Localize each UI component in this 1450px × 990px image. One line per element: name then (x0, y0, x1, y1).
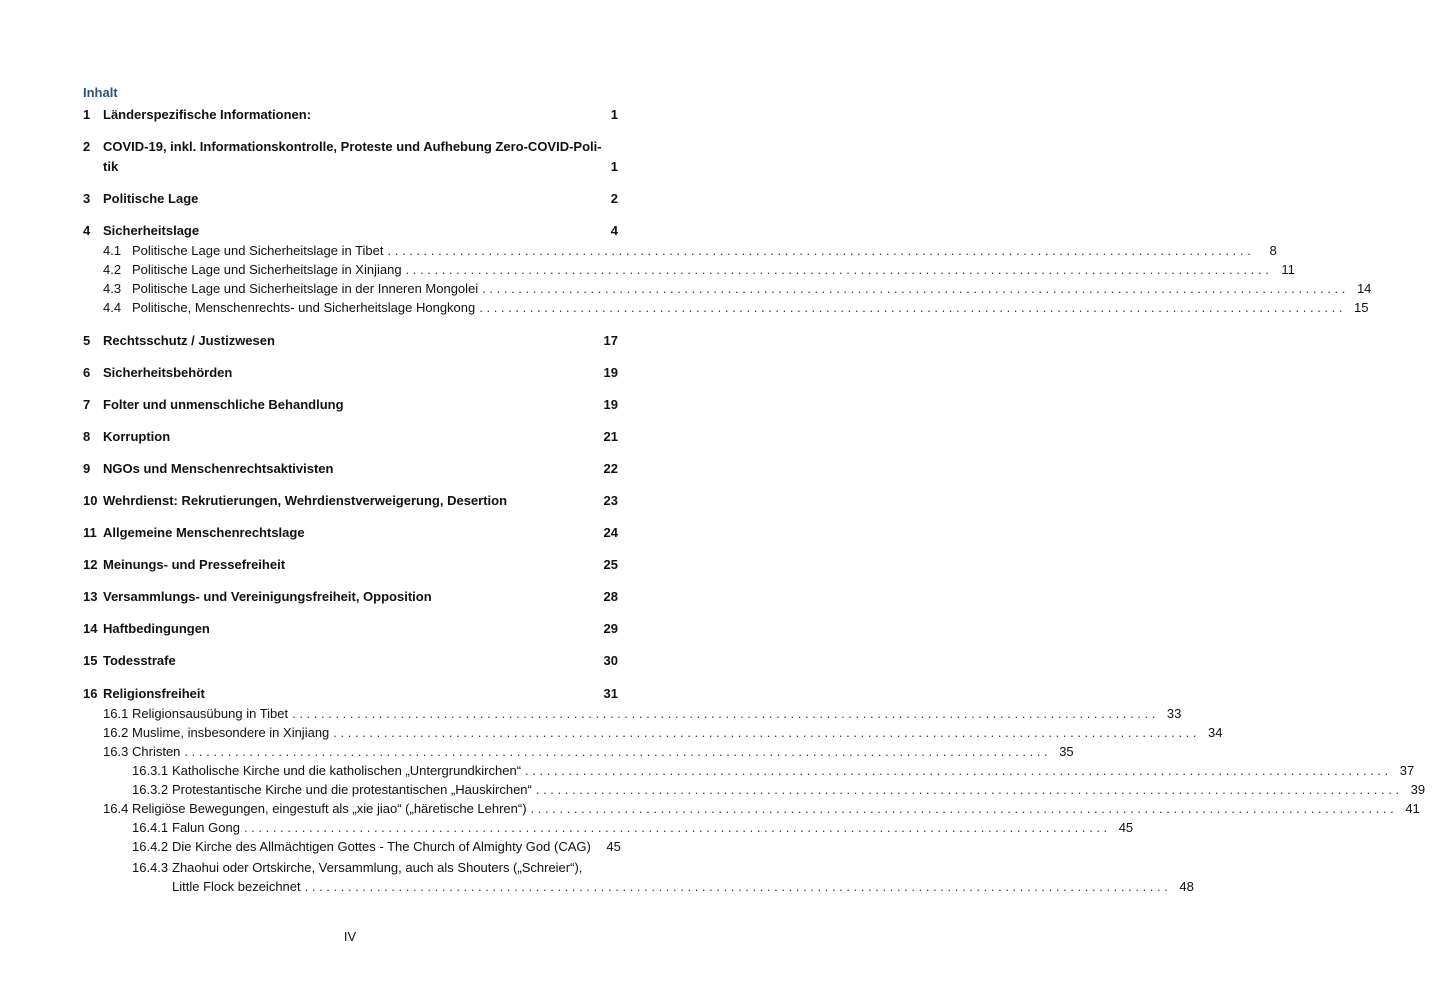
entry-page: 1 (610, 107, 618, 122)
entry-page: 30 (603, 653, 618, 668)
entry-number: 15 (83, 653, 98, 668)
entry-title: Länderspezifische Informationen: (103, 107, 312, 122)
toc-entry[interactable] (83, 459, 618, 478)
entry-title: Falun Gong (172, 820, 240, 835)
entry-title: Folter und unmenschliche Behandlung (103, 397, 344, 412)
entry-number: 6 (83, 365, 91, 380)
toc-entry[interactable] (83, 221, 618, 240)
dot-leader: . . . . . . . . . . . . . . . . . . . . . . . . . . . . . . . . . . . . . . . . . . . . . . . . . . . . . . . . . . . . . . . . . . . . . . . . . . . . . . . . . . . . . . . . . . . . . . . . . . . . . . . . . . . . . . . . . . . . . . . . (243, 820, 1108, 835)
toc-subentry[interactable] (103, 298, 1369, 317)
entry-page: 14 (1356, 281, 1372, 296)
entry-title: Katholische Kirche und die katholischen „Untergrundkirchen“ (172, 763, 522, 778)
dot-leader: . . . . . . . . . . . . . . . . . . . . . . . . . . . . . . . . . . . . . . . . . . . . . . . . . . . . . . . . . . . . . . . . . . . . . . . . . . . . . . . . . . . . . . . . . . . . . . . . . . . . . . . . . . . . . . . . . . . . . . . . (333, 725, 1197, 740)
toc-subentry[interactable] (103, 704, 1182, 723)
entry-number: 16.4.3 (132, 860, 169, 875)
entry-page: 45 (1118, 820, 1134, 835)
entry-page: 1 (610, 159, 618, 174)
toc-entry[interactable] (83, 619, 618, 638)
entry-page: 19 (603, 397, 618, 412)
toc-entry[interactable] (83, 137, 618, 156)
entry-number: 16.4 (103, 801, 129, 816)
entry-number: 4.1 (103, 243, 122, 258)
entry-number: 16.4.2 (132, 839, 169, 854)
entry-number: 5 (83, 333, 91, 348)
toc-subentry[interactable] (103, 279, 1372, 298)
toc-entry[interactable] (83, 684, 618, 703)
entry-page: 4 (610, 223, 618, 238)
entry-page: 39 (1410, 782, 1426, 797)
entry-page: 25 (603, 557, 618, 572)
entry-page: 48 (1179, 879, 1194, 894)
entry-title: Protestantische Kirche und die protestantischen „Hauskirchen“ (172, 782, 532, 797)
entry-page: 8 (1269, 243, 1277, 258)
toc-entry[interactable] (83, 363, 618, 382)
entry-number: 16.1 (103, 706, 129, 721)
entry-title-cont: tik (103, 159, 119, 174)
entry-page: 33 (1166, 706, 1182, 721)
entry-title: Die Kirche des Allmächtigen Gottes - The Church of Almighty God (CAG) (172, 839, 591, 854)
entry-number: 2 (83, 139, 91, 154)
entry-number: 4.4 (103, 300, 122, 315)
dot-leader: . . . . . . . . . . . . . . . . . . . . . . . . . . . . . . . . . . . . . . . . . . . . . . . . . . . . . . . . . . . . . . . . . . . . . . . . . . . . . . . . . . . . . . . . . . . . . . . . . . . . . . . . . . . . . . . . . . . . . . . . (387, 243, 1251, 258)
dot-leader: . . . . . . . . . . . . . . . . . . . . . . . . . . . . . . . . . . . . . . . . . . . . . . . . . . . . . . . . . . . . . . . . . . . . . . . . . . . . . . . . . . . . . . . . . . . . . . . . . . . . . . . . . . . . . . . . . . . . . . . . (525, 763, 1389, 778)
entry-title: Sicherheitslage (103, 223, 200, 238)
toc-subsubentry[interactable] (132, 761, 1415, 780)
toc-entry[interactable] (83, 587, 618, 606)
entry-page: 45 (606, 839, 621, 854)
entry-title: Christen (132, 744, 181, 759)
entry-page: 37 (1399, 763, 1415, 778)
toc-subentry[interactable] (103, 241, 1277, 260)
entry-page: 21 (603, 429, 618, 444)
entry-number: 8 (83, 429, 91, 444)
entry-number: 16.3 (103, 744, 129, 759)
entry-page: 19 (603, 365, 618, 380)
entry-page: 41 (1405, 801, 1420, 816)
entry-title: NGOs und Menschenrechtsaktivisten (103, 461, 334, 476)
entry-title: Religiöse Bewegungen, eingestuft als „xie jiao“ („häretische Lehren“) (132, 801, 527, 816)
entry-number: 1 (83, 107, 91, 122)
page-number-footer: IV (343, 929, 357, 944)
entry-number: 16.3.2 (132, 782, 169, 797)
entry-title: Sicherheitsbehörden (103, 365, 233, 380)
entry-title: Allgemeine Menschenrechtslage (103, 525, 305, 540)
entry-number: 10 (83, 493, 98, 508)
entry-title: Rechtsschutz / Justizwesen (103, 333, 275, 348)
toc-subsubentry[interactable] (132, 818, 1134, 837)
toc-subsubentry[interactable] (132, 858, 618, 877)
toc-entry[interactable] (83, 331, 618, 350)
entry-number: 4.3 (103, 281, 122, 296)
dot-leader: . . . . . . . . . . . . . . . . . . . . . . . . . . . . . . . . . . . . . . . . . . . . . . . . . . . . . . . . . . . . . . . . . . . . . . . . . . . . . . . . . . . . . . . . . . . . . . . . . . . . . . . . . . . . . . . . . . . . . . . . (292, 706, 1156, 721)
entry-page: 2 (610, 191, 618, 206)
toc-heading: Inhalt (83, 85, 118, 100)
dot-leader: . . . . . . . . . . . . . . . . . . . . . . . . . . . . . . . . . . . . . . . . . . . . . . . . . . . . . . . . . . . . . . . . . . . . . . . . . . . . . . . . . . . . . . . . . . . . . . . . . . . . . . . . . . . . . . . . . . . . . . . . (184, 744, 1048, 759)
entry-page: 22 (603, 461, 618, 476)
entry-title: Wehrdienst: Rekrutierungen, Wehrdienstverweigerung, Desertion (103, 493, 508, 508)
entry-number: 12 (83, 557, 98, 572)
entry-number: 11 (83, 525, 97, 540)
entry-title: Religionsausübung in Tibet (132, 706, 289, 721)
toc-entry[interactable] (83, 523, 618, 542)
entry-title: Politische Lage und Sicherheitslage in der Inneren Mongolei (132, 281, 479, 296)
toc-subentry[interactable] (103, 799, 1420, 818)
entry-title: Meinungs- und Pressefreiheit (103, 557, 286, 572)
entry-number: 16.2 (103, 725, 129, 740)
entry-number: 16.3.1 (132, 763, 169, 778)
entry-title: Todesstrafe (103, 653, 176, 668)
entry-number: 4.2 (103, 262, 122, 277)
entry-number: 16 (83, 686, 98, 701)
toc-entry[interactable] (83, 189, 618, 208)
entry-number: 13 (83, 589, 98, 604)
entry-title: Politische Lage (103, 191, 199, 206)
dot-leader: . . . . . . . . . . . . . . . . . . . . . . . . . . . . . . . . . . . . . . . . . . . . . . . . . . . . . . . . . . . . . . . . . . . . . . . . . . . . . . . . . . . . . . . . . . . . . . . . . . . . . . . . . . . . . . . . . . . . . . . . (304, 879, 1168, 894)
toc-subentry[interactable] (103, 742, 1074, 761)
entry-page: 29 (603, 621, 618, 636)
entry-page: 17 (603, 333, 618, 348)
toc-entry[interactable] (83, 651, 618, 670)
toc-subentry[interactable] (103, 723, 1223, 742)
toc-entry[interactable] (83, 427, 618, 446)
entry-title: COVID-19, inkl. Informationskontrolle, Proteste und Aufhebung Zero-COVID-Poli- (103, 139, 602, 154)
entry-number: 16.4.1 (132, 820, 169, 835)
toc-entry[interactable] (83, 491, 618, 510)
entry-page: 11 (1281, 262, 1295, 277)
entry-title: Religionsfreiheit (103, 686, 205, 701)
entry-number: 4 (83, 223, 91, 238)
toc-subentry[interactable] (103, 260, 1295, 279)
toc-entry[interactable] (83, 395, 618, 414)
entry-number: 14 (83, 621, 98, 636)
entry-title: Politische, Menschenrechts- und Sicherheitslage Hongkong (132, 300, 476, 315)
dot-leader: . . . . . . . . . . . . . . . . . . . . . . . . . . . . . . . . . . . . . . . . . . . . . . . . . . . . . . . . . . . . . . . . . . . . . . . . . . . . . . . . . . . . . . . . . . . . . . . . . . . . . . . . . . . . . . . . . . . . . . . . (482, 281, 1346, 296)
entry-page: 35 (1059, 744, 1074, 759)
entry-page: 34 (1208, 725, 1223, 740)
entry-number: 9 (83, 461, 91, 476)
toc-subsubentry-continuation[interactable] (132, 877, 1194, 896)
toc-subsubentry[interactable] (132, 780, 1426, 799)
entry-title: Versammlungs- und Vereinigungsfreiheit, Opposition (103, 589, 432, 604)
entry-page: 24 (603, 525, 618, 540)
entry-number: 3 (83, 191, 91, 206)
entry-title: Haftbedingungen (103, 621, 210, 636)
entry-page: 28 (603, 589, 618, 604)
entry-number: 7 (83, 397, 91, 412)
entry-title-cont: Little Flock bezeichnet (172, 879, 301, 894)
entry-page: 23 (603, 493, 618, 508)
dot-leader: . . . . . . . . . . . . . . . . . . . . . . . . . . . . . . . . . . . . . . . . . . . . . . . . . . . . . . . . . . . . . . . . . . . . . . . . . . . . . . . . . . . . . . . . . . . . . . . . . . . . . . . . . . . . . . . . . . . . . . . . (535, 782, 1400, 797)
toc-entry-continuation[interactable] (83, 157, 618, 176)
toc-entry[interactable] (83, 105, 618, 124)
dot-leader: . . . . . . . . . . . . . . . . . . . . . . . . . . . . . . . . . . . . . . . . . . . . . . . . . . . . . . . . . . . . . . . . . . . . . . . . . . . . . . . . . . . . . . . . . . . . . . . . . . . . . . . . . . . . . . . . . . . . . . . . (405, 262, 1269, 277)
entry-title: Zhaohui oder Ortskirche, Versammlung, auch als Shouters („Schreier“), (172, 860, 583, 875)
entry-title: Muslime, insbesondere in Xinjiang (132, 725, 330, 740)
entry-page: 15 (1354, 300, 1369, 315)
dot-leader: . . . . . . . . . . . . . . . . . . . . . . . . . . . . . . . . . . . . . . . . . . . . . . . . . . . . . . . . . . . . . . . . . . . . . . . . . . . . . . . . . . . . . . . . . . . . . . . . . . . . . . . . . . . . . . . . . . . . . . . . (479, 300, 1343, 315)
dot-leader: . . . . . . . . . . . . . . . . . . . . . . . . . . . . . . . . . . . . . . . . . . . . . . . . . . . . . . . . . . . . . . . . . . . . . . . . . . . . . . . . . . . . . . . . . . . . . . . . . . . . . . . . . . . . . . . . . . . . . . . . (530, 801, 1394, 816)
entry-page: 31 (603, 686, 618, 701)
toc-entry[interactable] (83, 555, 618, 574)
toc-subsubentry[interactable] (132, 837, 621, 856)
entry-title: Politische Lage und Sicherheitslage in Tibet (132, 243, 384, 258)
entry-title: Korruption (103, 429, 171, 444)
entry-title: Politische Lage und Sicherheitslage in Xinjiang (132, 262, 402, 277)
